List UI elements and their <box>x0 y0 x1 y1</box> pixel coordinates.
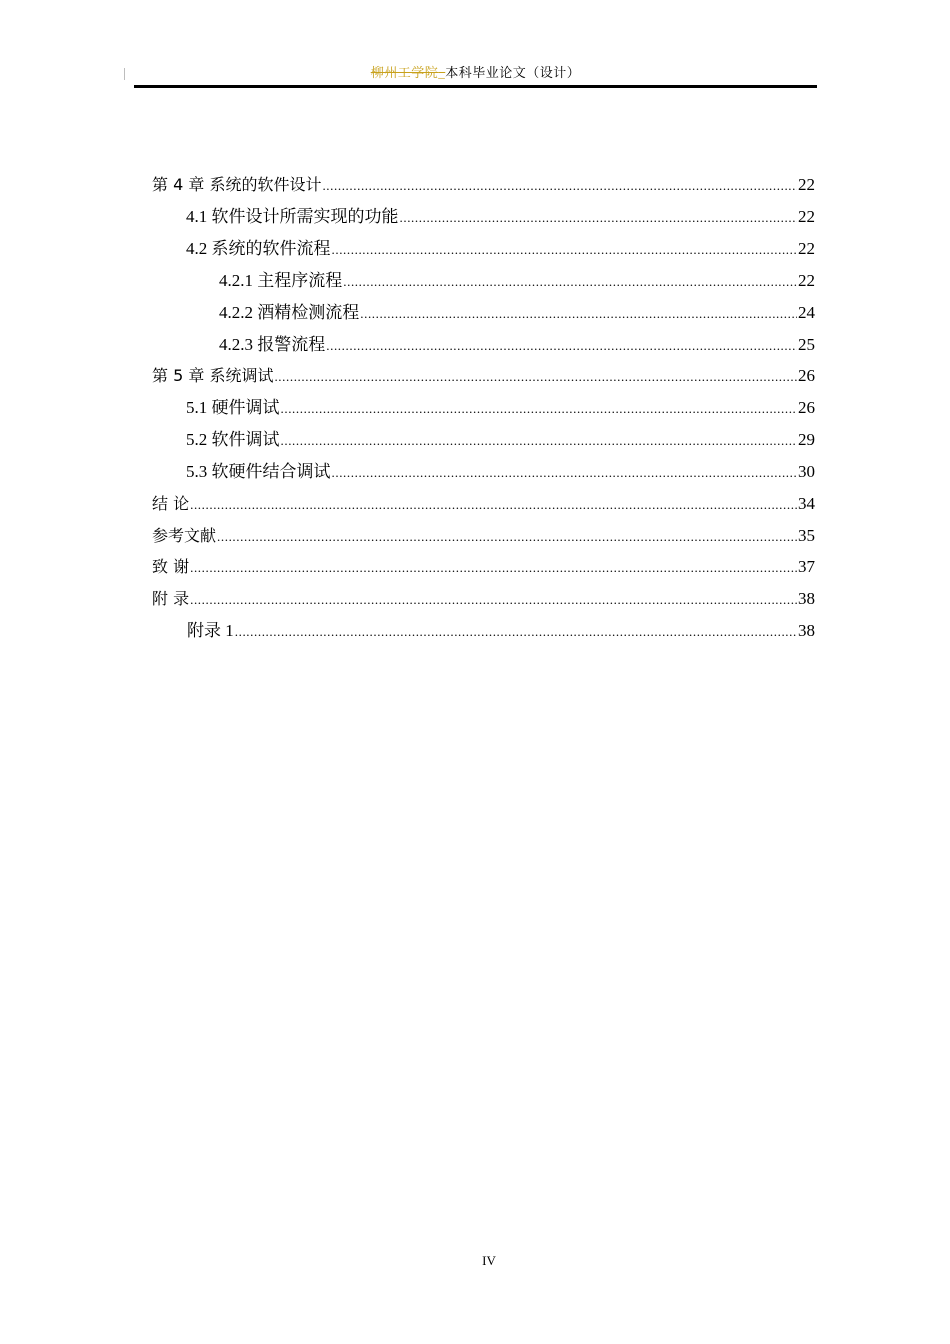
toc-leader-dots <box>322 171 797 201</box>
toc-entry-page: 38 <box>798 589 815 608</box>
page-number: IV <box>482 1253 496 1268</box>
toc-leader-dots <box>326 331 797 361</box>
margin-corner-mark <box>124 68 125 80</box>
toc-entry-page: 22 <box>798 271 815 290</box>
toc-entry[interactable] <box>187 616 815 646</box>
toc-entry-title: 参考文献 <box>152 526 217 545</box>
toc-leader-dots <box>190 490 797 520</box>
toc-entry-title: 结 论 <box>152 494 190 513</box>
toc-leader-dots <box>360 299 797 329</box>
toc-leader-dots <box>235 617 797 647</box>
toc-entry-title: 4.2 系统的软件流程 <box>186 239 331 258</box>
toc-entry[interactable] <box>152 584 815 614</box>
header-rule <box>134 85 817 88</box>
toc-entry-title: 4.2.1 主程序流程 <box>219 271 343 290</box>
toc-entry-page: 22 <box>798 175 815 194</box>
toc-entry-page: 37 <box>798 557 815 576</box>
toc-leader-dots <box>274 362 797 392</box>
header-title: 本科毕业论文（设计） <box>445 65 581 80</box>
toc-leader-dots <box>332 458 798 488</box>
toc-entry-title: 5.1 硬件调试 <box>186 398 280 417</box>
page-header <box>134 64 817 82</box>
toc-entry[interactable] <box>152 552 815 582</box>
toc-leader-dots <box>190 585 797 615</box>
toc-entry-title: 第 4 章 系统的软件设计 <box>152 175 322 194</box>
toc-entry[interactable] <box>186 457 815 487</box>
toc-entry-page: 25 <box>798 335 815 354</box>
toc-entry[interactable] <box>219 330 815 360</box>
toc-entry[interactable] <box>219 298 815 328</box>
toc-entry-title: 致 谢 <box>152 557 190 576</box>
toc-leader-dots <box>217 522 797 552</box>
toc-entry-title: 附录 1 <box>187 621 234 640</box>
toc-entry[interactable] <box>152 170 815 200</box>
page-footer <box>0 1252 950 1270</box>
toc-entry-title: 第 5 章 系统调试 <box>152 366 274 385</box>
toc-entry-page: 26 <box>798 398 815 417</box>
toc-entry[interactable] <box>186 234 815 264</box>
toc-entry-page: 35 <box>798 526 815 545</box>
toc-leader-dots <box>343 267 797 297</box>
toc-entry[interactable] <box>186 425 815 455</box>
toc-leader-dots <box>190 553 797 583</box>
header-school-name: 柳州工学院 <box>370 65 439 80</box>
toc-entry-title: 5.2 软件调试 <box>186 430 280 449</box>
toc-entry-page: 30 <box>798 462 815 481</box>
toc-entry-title: 4.2.3 报警流程 <box>219 335 326 354</box>
toc-entry-title: 附 录 <box>152 589 190 608</box>
toc-entry-page: 22 <box>798 239 815 258</box>
header-separator: _ <box>438 65 446 80</box>
toc-entry[interactable] <box>186 202 815 232</box>
toc-entry-title: 4.1 软件设计所需实现的功能 <box>186 207 399 226</box>
toc-entry[interactable] <box>152 489 815 519</box>
toc-leader-dots <box>281 394 798 424</box>
toc-leader-dots <box>281 426 798 456</box>
toc-entry-title: 5.3 软硬件结合调试 <box>186 462 331 481</box>
toc-entry-page: 38 <box>798 621 815 640</box>
toc-entry-page: 24 <box>798 303 815 322</box>
toc-entry[interactable] <box>186 393 815 423</box>
toc-entry-page: 22 <box>798 207 815 226</box>
toc-entry[interactable] <box>219 266 815 296</box>
toc-entry-page: 26 <box>798 366 815 385</box>
toc-leader-dots <box>332 235 798 265</box>
toc-leader-dots <box>400 203 798 233</box>
toc-entry-page: 29 <box>798 430 815 449</box>
toc-entry-page: 34 <box>798 494 815 513</box>
toc-entry-title: 4.2.2 酒精检测流程 <box>219 303 360 322</box>
toc-entry[interactable] <box>152 521 815 551</box>
toc-entry[interactable] <box>152 361 815 391</box>
